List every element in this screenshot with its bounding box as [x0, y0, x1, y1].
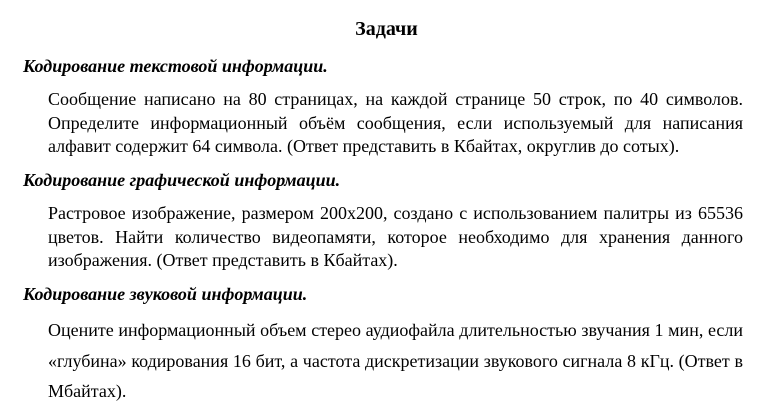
- section-heading-graphics-encoding: Кодирование графической информации.: [23, 170, 341, 190]
- page-title: Задачи: [355, 18, 418, 40]
- section-heading-text-encoding: Кодирование текстовой информации.: [23, 56, 328, 76]
- task-audio-encoding: Оцените информационный объем стерео аудиофайла длительностью звучания 1 мин, если «глубина» кодирования 16 бит, а частота дискретизации звукового сигнала 8 кГц. (Ответ в Мбайтах).: [48, 320, 743, 401]
- task-graphics-encoding: Растровое изображение, размером 200х200, создано с использованием палитры из 65536 цветов. Найти количество видеопамяти, которое необходимо для хранения данного изображения. (Ответ представить в Кбайтах).: [48, 203, 743, 270]
- section-heading-audio-encoding: Кодирование звуковой информации.: [23, 284, 308, 304]
- task-text-encoding: Сообщение написано на 80 страницах, на каждой странице 50 строк, по 40 символов. Определите информационный объём сообщения, если используемый для написания алфавит содержит 64 символа. (Ответ представить в Кбайтах, округлив до сотых).: [48, 89, 743, 156]
